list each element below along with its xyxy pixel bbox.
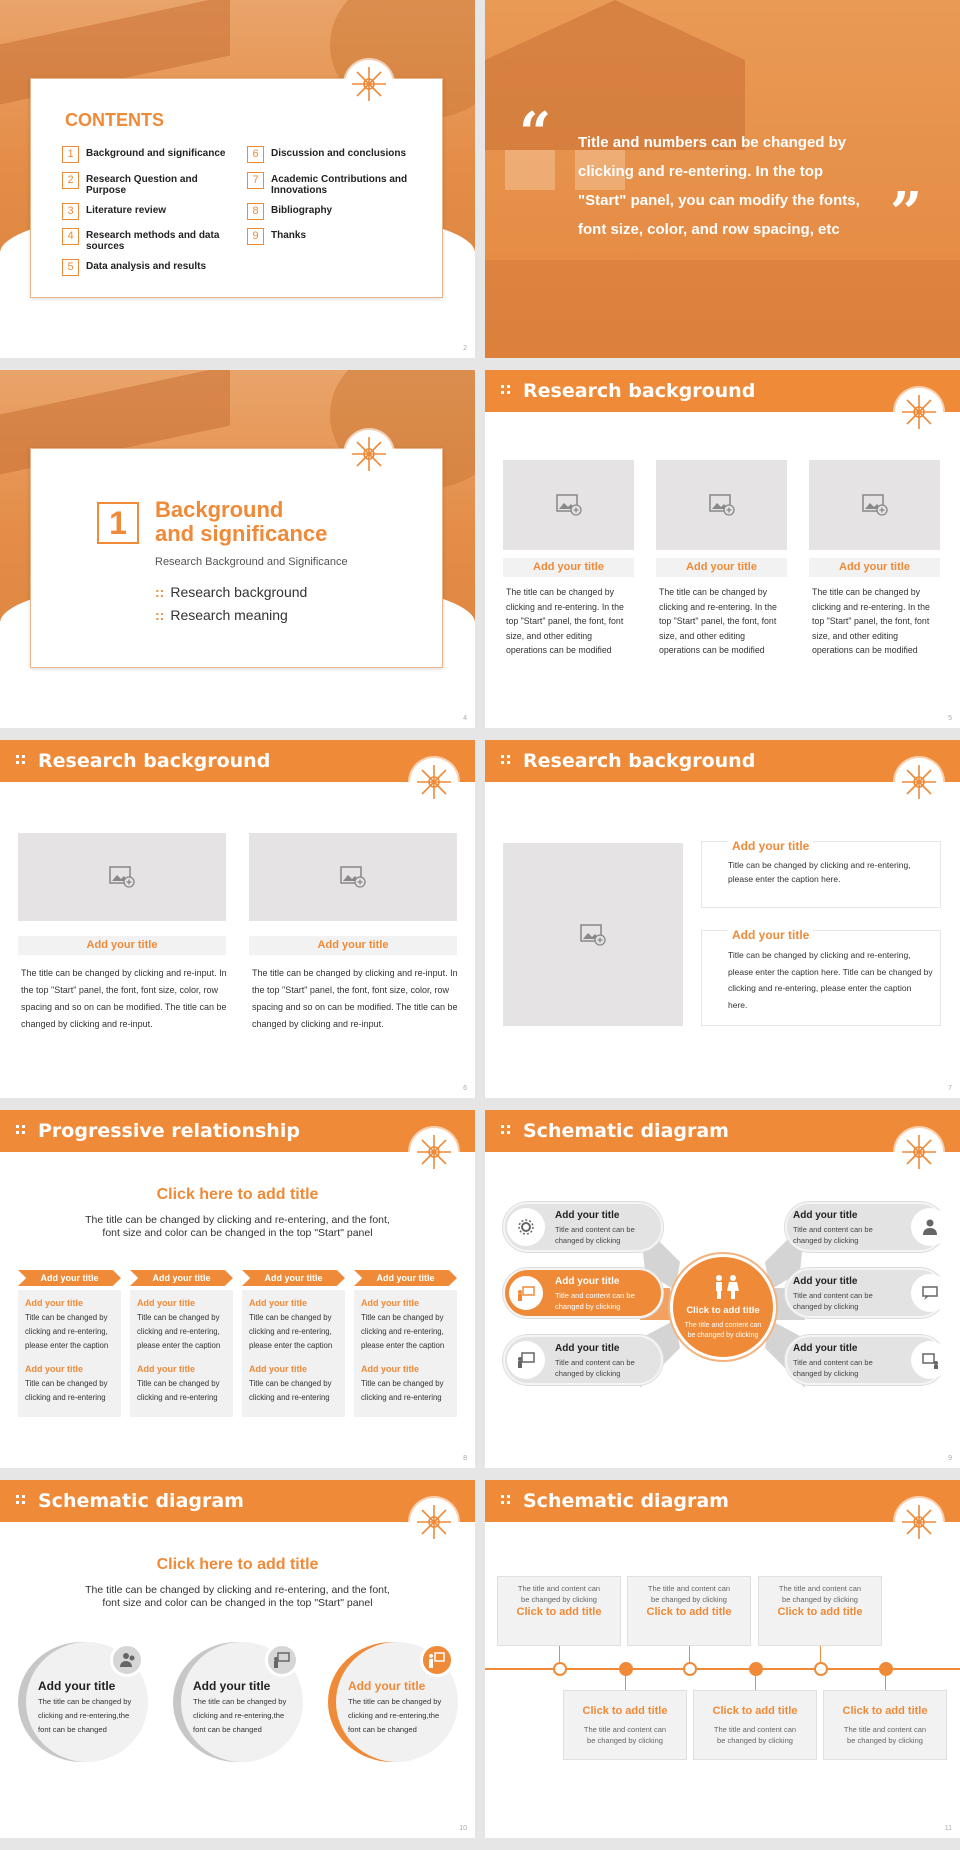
- hub-item-text: Title and content can be changed by clicking: [793, 1225, 873, 1245]
- contents-item-number: 9: [247, 228, 264, 245]
- circle-text: The title can be changed by clicking and re-entering,the font can be changed: [193, 1697, 287, 1734]
- image-placeholder[interactable]: [503, 843, 683, 1026]
- slide-research-background-2[interactable]: [0, 740, 475, 1098]
- screen-icon: [921, 1351, 939, 1369]
- slide-progressive-relationship[interactable]: [0, 1110, 475, 1468]
- contents-item[interactable]: [247, 203, 422, 225]
- contents-item-number: 8: [247, 203, 264, 220]
- contents-item[interactable]: [62, 146, 237, 168]
- step-title: Add your title: [25, 1364, 83, 1374]
- section-title-line1: Background: [155, 497, 284, 522]
- timeline-text: The title and content can be changed by clicking: [778, 1584, 862, 1604]
- slide-schematic-timeline[interactable]: [485, 1480, 960, 1838]
- section-subtitle: Research Background and Significance: [155, 556, 348, 568]
- contents-item[interactable]: [247, 172, 422, 194]
- hub-item-title: Add your title: [555, 1276, 620, 1287]
- step-text: Title can be changed by clicking and re-entering: [361, 1379, 444, 1402]
- page-number: 5: [948, 715, 952, 722]
- contents-item-number: 1: [62, 146, 79, 163]
- slide-header: Schematic diagram: [0, 1480, 475, 1522]
- column-title[interactable]: Add your title: [18, 936, 226, 955]
- image-placeholder[interactable]: [18, 833, 226, 921]
- image-placeholder[interactable]: [656, 460, 787, 550]
- emblem-icon: [410, 1128, 458, 1176]
- circle-text: The title can be changed by clicking and re-entering,the font can be changed: [38, 1697, 132, 1734]
- hub-center-text: The title and content can be changed by clicking: [684, 1322, 762, 1339]
- people-icon: [711, 1275, 741, 1299]
- contents-title: CONTENTS: [65, 110, 164, 130]
- hub-item-title: Add your title: [793, 1210, 858, 1221]
- contents-item-number: 3: [62, 203, 79, 220]
- person-icon: [921, 1218, 939, 1236]
- step-title: Add your title: [249, 1364, 307, 1374]
- emblem-icon: [345, 60, 393, 108]
- step-text: Title can be changed by clicking and re-entering: [249, 1379, 332, 1402]
- circle-title: Add your title: [38, 1679, 116, 1693]
- column-text: The title can be changed by clicking and re-entering. In the top "Start" panel, the font, font size, and other editing operations can be modified: [659, 587, 777, 655]
- image-add-icon: [556, 494, 582, 516]
- caption-title: Add your title: [728, 839, 813, 853]
- image-placeholder[interactable]: [809, 460, 940, 550]
- timeline-node: [749, 1662, 763, 1676]
- page-number: 10: [459, 1825, 467, 1832]
- page-number: 8: [463, 1455, 467, 1462]
- contents-item-label: Research methods and data sources: [86, 230, 220, 252]
- caption-text: Title can be changed by clicking and re-entering, please enter the caption here. Title can be changed by clicking and re-entering, please enter the caption here.: [728, 950, 933, 1010]
- image-add-icon: [709, 494, 735, 516]
- emblem-icon: [895, 1498, 943, 1546]
- contents-item-label: Data analysis and results: [86, 261, 207, 272]
- contents-item-number: 7: [247, 172, 264, 189]
- page-number: 9: [948, 1455, 952, 1462]
- section-number: 1: [97, 502, 139, 544]
- step-text: Title can be changed by clicking and re-entering: [137, 1379, 220, 1402]
- timeline-node: [879, 1662, 893, 1676]
- timeline-node: [553, 1662, 567, 1676]
- step-text: Title can be changed by clicking and re-entering, please enter the caption: [249, 1313, 333, 1350]
- page-number: 11: [944, 1825, 952, 1832]
- column-text: The title can be changed by clicking and re-entering. In the top "Start" panel, the font, font size, and other editing operations can be modified: [506, 587, 624, 655]
- slide-header: Schematic diagram: [485, 1480, 960, 1522]
- group-icon: [118, 1651, 136, 1669]
- image-placeholder[interactable]: [503, 460, 634, 550]
- hub-item-title: Add your title: [555, 1343, 620, 1354]
- caption-title: Add your title: [728, 928, 813, 942]
- timeline-title: Click to add title: [582, 1705, 668, 1717]
- column-title[interactable]: Add your title: [503, 558, 634, 577]
- page-number: 4: [463, 715, 467, 722]
- page-number: 7: [948, 1085, 952, 1092]
- hub-center[interactable]: [670, 1254, 776, 1360]
- emblem-icon: [895, 758, 943, 806]
- hub-item-text: Title and content can be changed by clicking: [793, 1291, 873, 1311]
- image-add-icon: [580, 924, 606, 946]
- step-text: Title can be changed by clicking and re-entering, please enter the caption: [137, 1313, 221, 1350]
- step-text: Title can be changed by clicking and re-entering: [25, 1379, 108, 1402]
- circle-title: Add your title: [193, 1679, 271, 1693]
- timeline-title: Click to add title: [646, 1606, 732, 1618]
- step-head: Add your title: [40, 1273, 99, 1283]
- hub-item-text: Title and content can be changed by clicking: [555, 1225, 635, 1245]
- timeline-node: [814, 1662, 828, 1676]
- step-title: Add your title: [25, 1298, 83, 1308]
- caption-text: Title can be changed by clicking and re-entering, please enter the caption here.: [728, 860, 911, 884]
- hub-item-title: Add your title: [793, 1343, 858, 1354]
- timeline-text: The title and content can be changed by clicking: [713, 1725, 797, 1745]
- timeline-text: The title and content can be changed by clicking: [843, 1725, 927, 1745]
- timeline-text: The title and content can be changed by clicking: [517, 1584, 601, 1604]
- section-item: :: Research background: [155, 584, 308, 600]
- column-text: The title can be changed by clicking and re-input. In the top "Start" panel, the font, font size, color, row spacing and so on can be modified. The title can be changed by clicking and re-input.: [21, 968, 227, 1029]
- hub-item-text: Title and content can be changed by clicking: [793, 1358, 873, 1378]
- slide-header: Research background: [485, 370, 960, 412]
- close-quote-icon: ”: [890, 180, 923, 246]
- step-head: Add your title: [376, 1273, 435, 1283]
- timeline-node: [619, 1662, 633, 1676]
- presenter-icon: [517, 1284, 535, 1302]
- timeline-title: Click to add title: [842, 1705, 928, 1717]
- caption-box[interactable]: [701, 841, 941, 908]
- contents-item[interactable]: [247, 146, 422, 168]
- slide-header: Progressive relationship: [0, 1110, 475, 1152]
- contents-item-label: Academic Contributions and Innovations: [271, 174, 408, 196]
- circle-text: The title can be changed by clicking and re-entering,the font can be changed: [348, 1697, 442, 1734]
- section-title-line2: and significance: [155, 521, 328, 546]
- column-title[interactable]: Add your title: [809, 558, 940, 577]
- contents-item-label: Literature review: [86, 205, 167, 216]
- chat-icon: [921, 1284, 939, 1302]
- slide-description: The title can be changed by clicking and re-entering, and the font, font size and color can be changed in the top "Start" panel: [85, 1214, 390, 1239]
- step-title: Add your title: [137, 1364, 195, 1374]
- contents-item-label: Research Question and Purpose: [86, 174, 198, 196]
- contents-item-label: Thanks: [271, 230, 307, 241]
- contents-item-number: 6: [247, 146, 264, 163]
- slide-contents[interactable]: [0, 0, 475, 358]
- step-title: Add your title: [137, 1298, 195, 1308]
- contents-item-number: 2: [62, 172, 79, 189]
- contents-item[interactable]: [62, 228, 237, 250]
- step-text: Title can be changed by clicking and re-entering, please enter the caption: [361, 1313, 445, 1350]
- timeline-title: Click to add title: [516, 1606, 602, 1618]
- hub-item-title: Add your title: [555, 1210, 620, 1221]
- slide-description: The title can be changed by clicking and re-entering, and the font, font size and color can be changed in the top "Start" panel: [85, 1584, 390, 1609]
- hub-item-text: Title and content can be changed by clicking: [555, 1291, 635, 1311]
- timeline-text: The title and content can be changed by clicking: [583, 1725, 667, 1745]
- step-head: Add your title: [264, 1273, 323, 1283]
- timeline-text: The title and content can be changed by clicking: [647, 1584, 731, 1604]
- emblem-icon: [345, 430, 393, 478]
- slide-title[interactable]: Click here to add title: [156, 1186, 319, 1203]
- slide-quote[interactable]: [485, 0, 960, 358]
- contents-item-label: Discussion and conclusions: [271, 148, 407, 159]
- column-text: The title can be changed by clicking and re-input. In the top "Start" panel, the font, font size, color, row spacing and so on can be modified. The title can be changed by clicking and re-input.: [252, 968, 458, 1029]
- section-title: [155, 498, 327, 546]
- slide-section-1[interactable]: [0, 370, 475, 728]
- hub-center-title: Click to add title: [686, 1305, 760, 1316]
- timeline-node: [683, 1662, 697, 1676]
- timeline-title: Click to add title: [712, 1705, 798, 1717]
- hub-item-text: Title and content can be changed by clicking: [555, 1358, 635, 1378]
- step-head: Add your title: [152, 1273, 211, 1283]
- slide-header: Schematic diagram: [485, 1110, 960, 1152]
- image-add-icon: [862, 494, 888, 516]
- presenter-icon: [273, 1651, 291, 1669]
- slide-research-background-3[interactable]: [485, 370, 960, 728]
- step-title: Add your title: [361, 1298, 419, 1308]
- slide-header: Research background: [485, 740, 960, 782]
- slide-header: Research background: [0, 740, 475, 782]
- contents-item[interactable]: [62, 203, 237, 225]
- step-title: Add your title: [361, 1364, 419, 1374]
- contents-item[interactable]: [62, 259, 237, 281]
- column-title[interactable]: Add your title: [249, 936, 457, 955]
- presenter-icon: [428, 1651, 446, 1669]
- contents-item-number: 5: [62, 259, 79, 276]
- contents-item-label: Background and significance: [86, 148, 226, 159]
- slide-schematic-hub[interactable]: [485, 1110, 960, 1468]
- page-number: 6: [463, 1085, 467, 1092]
- image-add-icon: [109, 866, 135, 888]
- slide-schematic-circles[interactable]: [0, 1480, 475, 1838]
- open-quote-icon: “: [519, 100, 552, 166]
- timeline-title: Click to add title: [777, 1606, 863, 1618]
- image-placeholder[interactable]: [249, 833, 457, 921]
- step-title: Add your title: [249, 1298, 307, 1308]
- contents-item[interactable]: [62, 172, 237, 194]
- emblem-icon: [410, 758, 458, 806]
- column-title[interactable]: Add your title: [656, 558, 787, 577]
- gear-icon: [517, 1218, 535, 1236]
- board-icon: [517, 1351, 535, 1369]
- caption-box[interactable]: [701, 930, 941, 1026]
- slide-research-background-1[interactable]: [485, 740, 960, 1098]
- page-number: 2: [463, 345, 467, 352]
- step-text: Title can be changed by clicking and re-entering, please enter the caption: [25, 1313, 109, 1350]
- column-text: The title can be changed by clicking and re-entering. In the top "Start" panel, the font, font size, and other editing operations can be modified: [812, 587, 930, 655]
- image-add-icon: [340, 866, 366, 888]
- contents-item-label: Bibliography: [271, 205, 333, 216]
- emblem-icon: [410, 1498, 458, 1546]
- slide-title[interactable]: Click here to add title: [156, 1556, 319, 1573]
- section-item: :: Research meaning: [155, 607, 288, 623]
- hub-item-title: Add your title: [793, 1276, 858, 1287]
- quote-text: Title and numbers can be changed by clicking and re-entering. In the top "Start" panel, you can modify the fonts, font size, color, and row spacing, etc: [578, 134, 860, 238]
- circle-title: Add your title: [348, 1679, 426, 1693]
- contents-item-number: 4: [62, 228, 79, 245]
- emblem-icon: [895, 388, 943, 436]
- contents-item[interactable]: [247, 228, 422, 250]
